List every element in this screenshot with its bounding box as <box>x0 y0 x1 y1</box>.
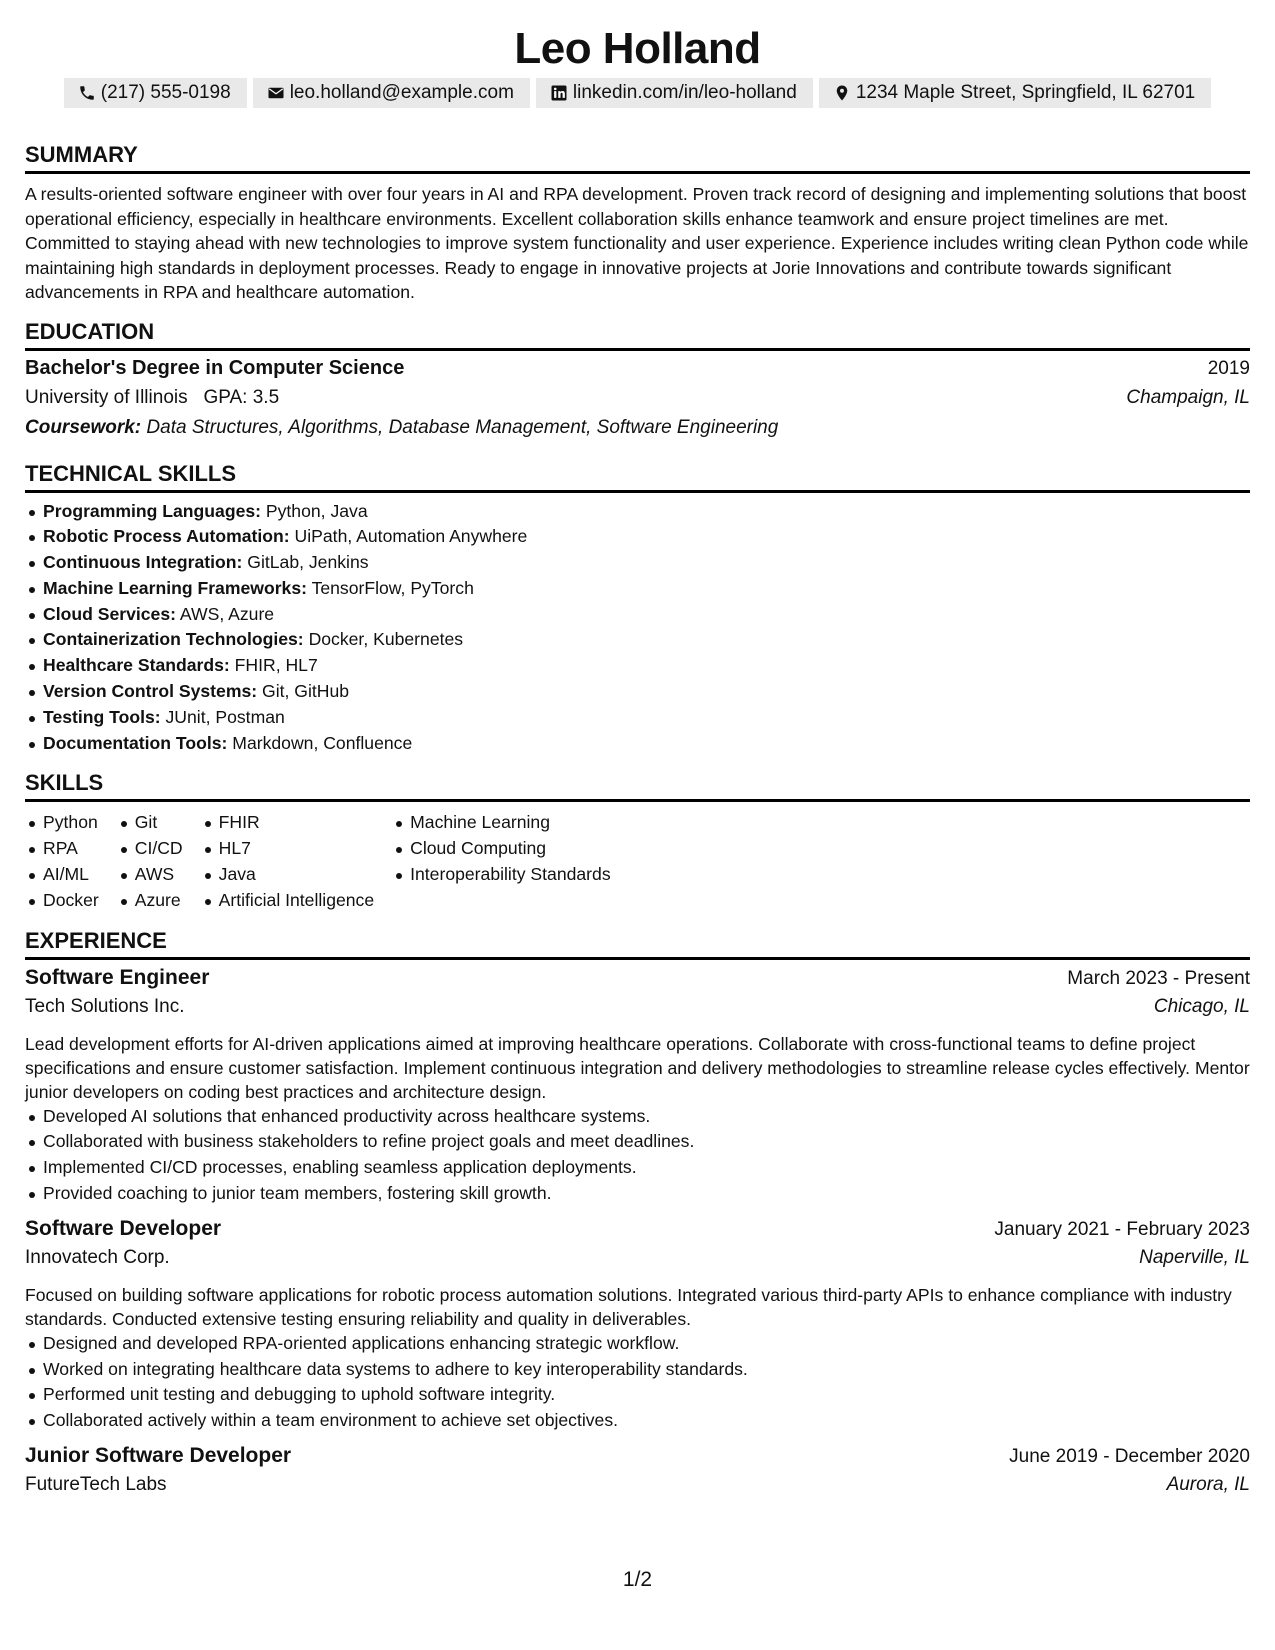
skills-grid <box>25 810 1250 913</box>
list-item: Worked on integrating healthcare data systems to adhere to key interoperability standards. <box>43 1357 1250 1383</box>
list-item: Azure <box>135 888 183 914</box>
list-item: Performed unit testing and debugging to uphold software integrity. <box>43 1382 1250 1408</box>
envelope-icon <box>267 84 285 102</box>
job-title: Junior Software Developer <box>25 1444 292 1468</box>
contact-linkedin[interactable] <box>536 78 813 108</box>
linkedin-icon <box>550 84 568 102</box>
contact-bar <box>25 78 1250 108</box>
contact-address[interactable] <box>819 78 1211 108</box>
list-item: Implemented CI/CD processes, enabling seamless application deployments. <box>43 1155 1250 1181</box>
map-pin-icon <box>833 84 851 102</box>
job-location: Aurora, IL <box>1166 1474 1250 1496</box>
list-item: Programming Languages: Python, Java <box>43 499 1250 525</box>
list-item: Cloud Services: AWS, Azure <box>43 602 1250 628</box>
degree-title: Bachelor's Degree in Computer Science <box>25 356 405 379</box>
company-name: Innovatech Corp. <box>25 1246 170 1268</box>
coursework-list: Data Structures, Algorithms, Database Management, Software Engineering <box>146 416 779 438</box>
list-item: Machine Learning <box>410 810 611 836</box>
school-name: University of Illinois <box>25 386 188 408</box>
list-item: Machine Learning Frameworks: TensorFlow, PyTorch <box>43 576 1250 602</box>
summary-text: A results-oriented software engineer with over four years in AI and RPA development. Proven track record of designing and implementing solutions that boost operational efficiency, especially in healthcare environments. Excellent collaboration skills enhance teamwork and ensure project timelines are met. Committed to staying ahead with new technologies to improve system functionality and user experience. Experience includes writing clean Python code while maintaining high standards in deployment processes. Ready to engage in innovative projects at Jorie Innovations and contribute towards significant advancements in RPA and healthcare automation. <box>25 184 1249 302</box>
gpa: GPA: 3.5 <box>203 386 280 408</box>
list-item: Artificial Intelligence <box>219 888 374 914</box>
technical-skills-list <box>25 499 1250 757</box>
list-item: Documentation Tools: Markdown, Confluence <box>43 731 1250 757</box>
coursework <box>25 417 1250 447</box>
list-item: HL7 <box>219 836 374 862</box>
list-item: Testing Tools: JUnit, Postman <box>43 705 1250 731</box>
contact-phone[interactable] <box>64 78 247 108</box>
school-info <box>25 387 279 409</box>
list-item: Robotic Process Automation: UiPath, Automation Anywhere <box>43 524 1250 550</box>
job-description: Focused on building software applications for robotic process automation solutions. Integrated various third-party APIs to enhance compliance with industry standards. Conducted extensive testing ensuring reliability and quality in deliverables. <box>25 1284 1232 1329</box>
list-item: Cloud Computing <box>410 836 611 862</box>
job-bullets <box>25 1331 1250 1434</box>
list-item: AI/ML <box>43 862 99 888</box>
summary-heading: SUMMARY <box>25 142 1250 174</box>
linkedin-text: linkedin.com/in/leo-holland <box>572 82 797 103</box>
phone-text: (217) 555-0198 <box>100 82 231 103</box>
job-location: Naperville, IL <box>1139 1246 1250 1268</box>
list-item: Git <box>135 810 183 836</box>
list-item: Healthcare Standards: FHIR, HL7 <box>43 653 1250 679</box>
list-item: Collaborated with business stakeholders to refine project goals and meet deadlines. <box>43 1129 1250 1155</box>
page-number: 1/2 <box>622 1568 653 1591</box>
list-item: Designed and developed RPA-oriented applications enhancing strategic workflow. <box>43 1331 1250 1357</box>
list-item: AWS <box>135 862 183 888</box>
company-name: Tech Solutions Inc. <box>25 995 185 1017</box>
list-item: Version Control Systems: Git, GitHub <box>43 679 1250 705</box>
job-entry <box>25 1444 1250 1504</box>
list-item: Docker <box>43 888 99 914</box>
list-item: Continuous Integration: GitLab, Jenkins <box>43 550 1250 576</box>
job-dates: March 2023 - Present <box>1067 967 1250 989</box>
phone-icon <box>78 84 96 102</box>
skills-column <box>201 810 374 913</box>
technical-skills-heading: TECHNICAL SKILLS <box>25 461 1250 493</box>
list-item: FHIR <box>219 810 374 836</box>
list-item: Collaborated actively within a team environment to achieve set objectives. <box>43 1408 1250 1434</box>
email-text: leo.holland@example.com <box>289 82 514 103</box>
list-item: Java <box>219 862 374 888</box>
list-item: RPA <box>43 836 99 862</box>
school-location: Champaign, IL <box>1126 386 1250 408</box>
list-item: Developed AI solutions that enhanced productivity across healthcare systems. <box>43 1104 1250 1130</box>
job-location: Chicago, IL <box>1153 995 1250 1017</box>
experience-heading: EXPERIENCE <box>25 928 1250 960</box>
job-bullets <box>25 1104 1250 1207</box>
resume-page <box>25 0 1250 1504</box>
job-dates: January 2021 - February 2023 <box>994 1218 1250 1240</box>
skills-heading: SKILLS <box>25 770 1250 802</box>
list-item: Provided coaching to junior team members, fostering skill growth. <box>43 1181 1250 1207</box>
coursework-label: Coursework: <box>25 416 142 438</box>
company-name: FutureTech Labs <box>25 1474 167 1496</box>
graduation-year: 2019 <box>1207 357 1250 379</box>
skills-column <box>117 810 183 913</box>
job-title: Software Engineer <box>25 965 210 989</box>
list-item: Python <box>43 810 99 836</box>
job-entry <box>25 1217 1250 1434</box>
job-entry <box>25 966 1250 1207</box>
candidate-name: Leo Holland <box>514 24 761 73</box>
skills-column <box>392 810 611 913</box>
contact-email[interactable] <box>253 78 530 108</box>
skills-column <box>25 810 99 913</box>
education-entry <box>25 357 1250 447</box>
job-title: Software Developer <box>25 1216 222 1240</box>
address-text: 1234 Maple Street, Springfield, IL 62701 <box>855 82 1196 103</box>
job-dates: June 2019 - December 2020 <box>1009 1446 1250 1468</box>
list-item: Interoperability Standards <box>410 862 611 888</box>
education-heading: EDUCATION <box>25 319 1250 351</box>
list-item: CI/CD <box>135 836 183 862</box>
job-description: Lead development efforts for AI-driven applications aimed at improving healthcare operations. Collaborate with cross-functional teams to define project specifications and ensure customer satisfaction. Implement continuous integration and delivery methodologies to streamline release cycles effectively. Mentor junior developers on coding best practices and architecture design. <box>25 1033 1250 1102</box>
list-item: Containerization Technologies: Docker, Kubernetes <box>43 627 1250 653</box>
